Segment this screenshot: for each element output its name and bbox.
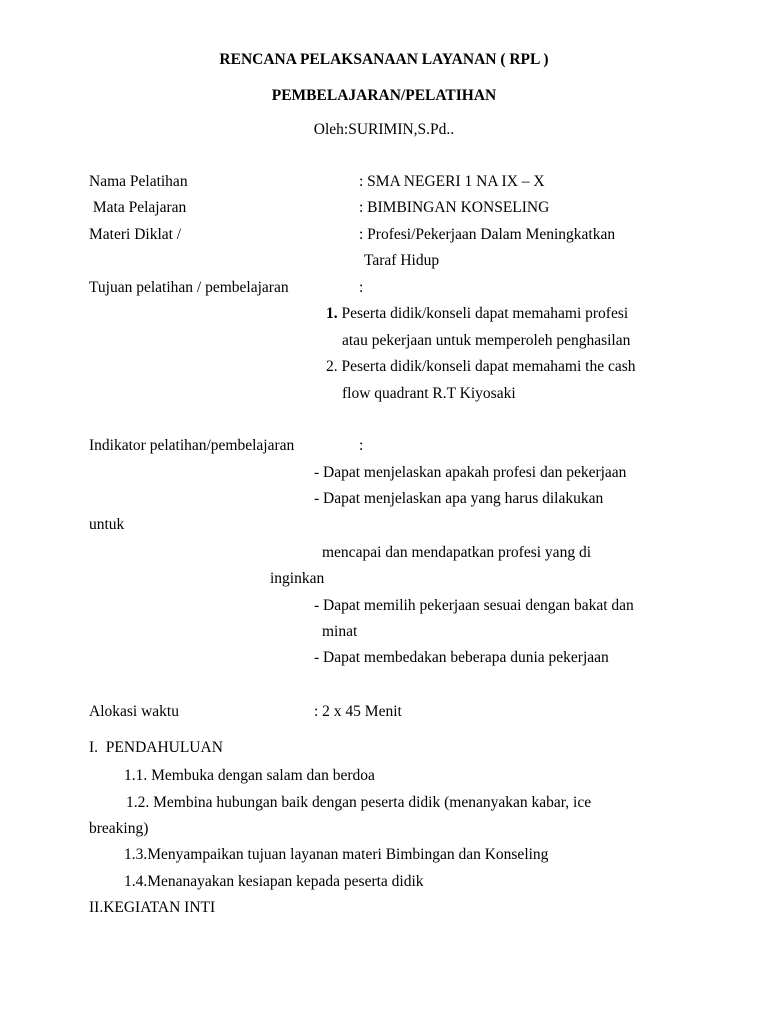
tujuan-item-2-cont: flow quadrant R.T Kiyosaki	[342, 385, 516, 402]
value-nama-pelatihan: : SMA NEGERI 1 NA IX – X	[359, 173, 545, 190]
label-tujuan: Tujuan pelatihan / pembelajaran	[89, 279, 289, 296]
tujuan-item-1	[326, 306, 628, 322]
label-materi-diklat: Materi Diklat /	[89, 226, 182, 243]
tujuan-item-2-text: Peserta didik/konseli dapat memahami the cash	[337, 358, 636, 375]
document-subtitle: PEMBELAJARAN/PELATIHAN	[271, 87, 497, 104]
pendahuluan-item: 1.1. Membuka dengan salam dan berdoa	[124, 767, 375, 784]
tujuan-item-1-text: Peserta didik/konseli dapat memahami profesi	[337, 305, 629, 322]
indikator-line: - Dapat menjelaskan apa yang harus dilakukan	[314, 490, 604, 507]
label-indikator: Indikator pelatihan/pembelajaran	[89, 437, 295, 454]
tujuan-item-2	[326, 359, 636, 375]
tujuan-item-1-number: 1.	[326, 305, 338, 322]
tujuan-item-2-number: 2.	[326, 358, 338, 375]
indikator-line: - Dapat membedakan beberapa dunia pekerjaan	[314, 649, 609, 666]
value-materi-diklat: : Profesi/Pekerjaan Dalam Meningkatkan	[359, 226, 616, 243]
indikator-line: untuk	[89, 516, 125, 533]
document-author: Oleh:SURIMIN,S.Pd..	[313, 121, 455, 138]
tujuan-colon: :	[359, 279, 364, 296]
document-title: RENCANA PELAKSANAAN LAYANAN ( RPL )	[219, 51, 549, 68]
indikator-line: - Dapat menjelaskan apakah profesi dan pekerjaan	[314, 464, 627, 481]
value-mata-pelajaran: : BIMBINGAN KONSELING	[359, 199, 550, 216]
pendahuluan-item: 1.3.Menyampaikan tujuan layanan materi Bimbingan dan Konseling	[124, 846, 549, 863]
pendahuluan-item: 1.2. Membina hubungan baik dengan peserta didik (menanyakan kabar, ice	[126, 794, 592, 811]
tujuan-item-1-cont: atau pekerjaan untuk memperoleh penghasilan	[342, 332, 631, 349]
indikator-line: mencapai dan mendapatkan profesi yang di	[322, 544, 591, 561]
pendahuluan-item: 1.4.Menanayakan kesiapan kepada peserta didik	[124, 873, 424, 890]
pendahuluan-item: breaking)	[89, 820, 149, 837]
value-materi-diklat-cont: Taraf Hidup	[364, 252, 440, 269]
indikator-line: minat	[322, 623, 358, 640]
section-heading-kegiatan-inti: II.KEGIATAN INTI	[89, 899, 216, 916]
value-alokasi-waktu: : 2 x 45 Menit	[314, 703, 402, 720]
label-nama-pelatihan: Nama Pelatihan	[89, 173, 188, 190]
label-mata-pelajaran: Mata Pelajaran	[89, 199, 187, 216]
label-alokasi-waktu: Alokasi waktu	[89, 703, 179, 720]
indikator-line: - Dapat memilih pekerjaan sesuai dengan bakat dan	[314, 597, 634, 614]
section-heading-pendahuluan: I. PENDAHULUAN	[89, 739, 223, 756]
indikator-colon: :	[359, 437, 364, 454]
indikator-line: inginkan	[270, 570, 325, 587]
